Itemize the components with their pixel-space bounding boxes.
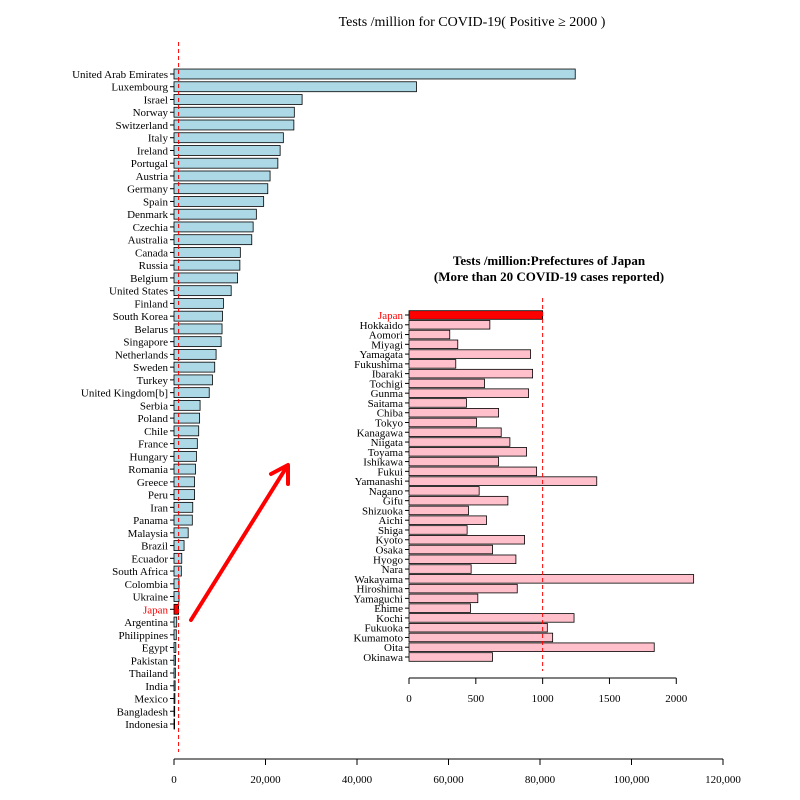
inset-label-kanagawa: Kanagawa xyxy=(356,427,403,440)
inset-bar-wakayama xyxy=(409,575,694,584)
inset-label-yamagata: Yamagata xyxy=(359,349,403,362)
inset-bar-gifu xyxy=(409,496,508,505)
main-bar-czechia xyxy=(174,222,253,232)
main-bar-thailand xyxy=(174,668,175,678)
main-label-iran: Iran xyxy=(150,502,168,515)
main-bar-united-arab-emirates xyxy=(174,69,575,79)
main-chart xyxy=(72,42,741,786)
inset-x-tick-label: 0 xyxy=(406,693,412,705)
inset-label-ibaraki: Ibaraki xyxy=(371,368,403,381)
main-label-south-korea: South Korea xyxy=(112,311,168,324)
inset-label-ishikawa: Ishikawa xyxy=(363,456,403,469)
main-bar-turkey xyxy=(174,375,212,385)
main-bar-indonesia xyxy=(174,719,175,729)
main-label-thailand: Thailand xyxy=(128,668,168,681)
main-bar-germany xyxy=(174,184,268,194)
main-label-germany: Germany xyxy=(127,183,168,196)
main-label-italy: Italy xyxy=(147,132,168,145)
main-label-malaysia: Malaysia xyxy=(127,527,168,540)
main-x-tick-label: 120,000 xyxy=(705,774,741,786)
main-bar-luxembourg xyxy=(174,82,416,92)
main-label-colombia: Colombia xyxy=(124,578,168,591)
main-bar-canada xyxy=(174,247,240,257)
inset-label-fukuoka: Fukuoka xyxy=(364,622,403,635)
inset-bar-yamanashi xyxy=(409,477,597,486)
inset-label-fukui: Fukui xyxy=(377,466,403,479)
main-label-turkey: Turkey xyxy=(136,374,168,387)
inset-x-tick-label: 2000 xyxy=(665,693,688,705)
inset-label-chiba: Chiba xyxy=(376,407,403,420)
main-label-canada: Canada xyxy=(135,247,168,260)
main-bar-israel xyxy=(174,95,302,105)
inset-label-kochi: Kochi xyxy=(376,612,403,625)
main-label-pakistan: Pakistan xyxy=(130,655,168,668)
inset-x-tick-label: 1500 xyxy=(598,693,621,705)
inset-bar-oita xyxy=(409,643,654,652)
main-x-tick-label: 40,000 xyxy=(341,774,373,786)
main-bar-ecuador xyxy=(174,553,182,563)
main-x-tick-label: 0 xyxy=(171,774,177,786)
inset-bar-hokkaido xyxy=(409,320,490,329)
main-label-spain: Spain xyxy=(142,196,168,209)
inset-bar-aichi xyxy=(409,516,487,525)
inset-x-tick-label: 1000 xyxy=(531,693,554,705)
main-label-mexico: Mexico xyxy=(134,693,168,706)
inset-bar-yamagata xyxy=(409,350,531,359)
main-label-france: France xyxy=(138,438,168,451)
inset-label-japan: Japan xyxy=(377,310,403,322)
arrow-shaft xyxy=(191,468,286,620)
main-label-south-africa: South Africa xyxy=(112,566,168,579)
main-bar-belarus xyxy=(174,324,222,334)
inset-label-yamanashi: Yamanashi xyxy=(354,476,403,489)
main-label-brazil: Brazil xyxy=(141,540,168,553)
main-bar-italy xyxy=(174,133,283,143)
inset-label-toyama: Toyama xyxy=(367,446,403,459)
main-bar-sweden xyxy=(174,362,215,372)
pointer-arrow xyxy=(191,465,288,620)
main-bar-portugal xyxy=(174,158,278,168)
main-label-panama: Panama xyxy=(133,515,168,528)
main-x-tick-label: 100,000 xyxy=(613,774,650,786)
main-label-indonesia: Indonesia xyxy=(125,719,168,731)
main-bar-poland xyxy=(174,413,200,423)
main-label-greece: Greece xyxy=(136,476,168,489)
main-label-sweden: Sweden xyxy=(133,362,168,375)
main-label-bangladesh: Bangladesh xyxy=(116,706,168,719)
inset-label-okinawa: Okinawa xyxy=(363,652,403,664)
inset-bar-shiga xyxy=(409,526,467,535)
inset-bar-nara xyxy=(409,565,471,574)
main-bar-south-africa xyxy=(174,566,181,576)
inset-label-oita: Oita xyxy=(384,642,403,655)
inset-label-shiga: Shiga xyxy=(377,524,403,537)
inset-label-fukushima: Fukushima xyxy=(354,358,403,371)
main-bar-egypt xyxy=(174,643,176,653)
main-label-ecuador: Ecuador xyxy=(131,553,168,566)
main-bar-pakistan xyxy=(174,655,176,665)
inset-bar-kochi xyxy=(409,614,574,623)
inset-bar-okinawa xyxy=(409,653,493,662)
main-x-tick-label: 20,000 xyxy=(250,774,281,786)
inset-chart xyxy=(353,298,693,705)
inset-label-saitama: Saitama xyxy=(367,397,403,410)
inset-bar-osaka xyxy=(409,545,493,554)
inset-bar-fukui xyxy=(409,467,537,476)
main-bar-singapore xyxy=(174,337,221,347)
main-bar-ireland xyxy=(174,146,280,156)
main-bar-india xyxy=(174,681,175,691)
main-bar-australia xyxy=(174,235,252,245)
main-bar-bangladesh xyxy=(174,706,175,716)
main-bar-finland xyxy=(174,298,223,308)
main-bar-norway xyxy=(174,107,294,117)
inset-label-yamaguchi: Yamaguchi xyxy=(353,593,403,606)
inset-bar-aomori xyxy=(409,330,450,339)
main-label-philippines: Philippines xyxy=(118,629,168,642)
inset-bar-kyoto xyxy=(409,535,525,544)
main-bar-united-states xyxy=(174,286,231,296)
main-bar-peru xyxy=(174,490,195,500)
inset-chart-subtitle: (More than 20 COVID-19 cases reported) xyxy=(433,269,665,284)
main-bar-philippines xyxy=(174,630,176,640)
inset-bar-hyogo xyxy=(409,555,516,564)
inset-bar-fukushima xyxy=(409,360,456,369)
main-bar-russia xyxy=(174,260,240,270)
main-bar-netherlands xyxy=(174,349,216,359)
main-bar-romania xyxy=(174,464,196,474)
inset-bar-niigata xyxy=(409,438,510,447)
main-bar-belgium xyxy=(174,273,238,283)
inset-bar-ehime xyxy=(409,604,470,613)
inset-label-tokyo: Tokyo xyxy=(375,417,403,430)
inset-bar-ibaraki xyxy=(409,369,533,378)
inset-label-aichi: Aichi xyxy=(378,515,403,528)
inset-label-hokkaido: Hokkaido xyxy=(359,319,403,332)
main-bar-hungary xyxy=(174,451,196,461)
main-bar-argentina xyxy=(174,617,177,627)
main-label-india: India xyxy=(145,680,168,693)
main-bar-panama xyxy=(174,515,192,525)
main-label-czechia: Czechia xyxy=(132,221,168,234)
main-label-hungary: Hungary xyxy=(129,451,168,464)
main-label-ukraine: Ukraine xyxy=(132,591,168,604)
inset-label-miyagi: Miyagi xyxy=(371,339,403,352)
inset-bar-kumamoto xyxy=(409,633,553,642)
inset-label-hiroshima: Hiroshima xyxy=(356,583,403,596)
main-label-argentina: Argentina xyxy=(124,617,168,630)
main-label-egypt: Egypt xyxy=(141,642,168,655)
main-bar-south-korea xyxy=(174,311,222,321)
inset-bar-chiba xyxy=(409,408,499,417)
inset-bar-yamaguchi xyxy=(409,594,478,603)
inset-label-hyogo: Hyogo xyxy=(373,554,403,567)
main-label-united-arab-emirates: United Arab Emirates xyxy=(72,69,168,81)
inset-bar-gunma xyxy=(409,389,529,398)
inset-bar-tochigi xyxy=(409,379,485,388)
main-label-poland: Poland xyxy=(137,413,168,426)
main-label-united-kingdom-b: United Kingdom[b] xyxy=(80,387,168,400)
main-label-russia: Russia xyxy=(138,260,168,273)
main-bar-france xyxy=(174,439,197,449)
main-label-australia: Australia xyxy=(127,234,168,247)
main-bar-japan xyxy=(174,604,179,614)
inset-label-gifu: Gifu xyxy=(382,495,403,508)
main-bar-iran xyxy=(174,502,193,512)
main-bar-serbia xyxy=(174,400,200,410)
inset-label-kumamoto: Kumamoto xyxy=(353,632,403,645)
main-bar-spain xyxy=(174,196,264,206)
main-bar-mexico xyxy=(174,694,175,704)
inset-bar-saitama xyxy=(409,399,466,408)
main-label-finland: Finland xyxy=(134,298,168,311)
main-x-tick-label: 60,000 xyxy=(433,774,464,786)
main-x-tick-label: 80,000 xyxy=(524,774,556,786)
main-label-switzerland: Switzerland xyxy=(115,119,168,132)
main-bar-chile xyxy=(174,426,199,436)
inset-label-tochigi: Tochigi xyxy=(369,378,403,391)
main-label-belarus: Belarus xyxy=(134,323,168,336)
main-label-japan: Japan xyxy=(142,604,168,617)
inset-x-tick-label: 500 xyxy=(467,693,485,705)
inset-bar-nagano xyxy=(409,487,479,496)
main-label-ireland: Ireland xyxy=(136,145,168,158)
inset-label-wakayama: Wakayama xyxy=(354,573,403,586)
inset-label-shizuoka: Shizuoka xyxy=(362,505,403,518)
main-label-singapore: Singapore xyxy=(123,336,168,349)
inset-bar-ishikawa xyxy=(409,457,499,466)
main-label-luxembourg: Luxembourg xyxy=(111,81,168,94)
main-label-denmark: Denmark xyxy=(127,209,168,222)
main-bar-austria xyxy=(174,171,270,181)
inset-bar-miyagi xyxy=(409,340,458,349)
inset-bar-shizuoka xyxy=(409,506,468,515)
main-bar-switzerland xyxy=(174,120,294,130)
main-bar-malaysia xyxy=(174,528,188,538)
inset-bar-toyama xyxy=(409,448,527,457)
inset-label-kyoto: Kyoto xyxy=(375,534,403,547)
inset-bar-japan xyxy=(409,311,543,320)
main-bar-united-kingdom-b xyxy=(174,388,209,398)
inset-bar-hiroshima xyxy=(409,584,517,593)
main-label-israel: Israel xyxy=(143,94,168,107)
inset-label-ehime: Ehime xyxy=(374,603,403,616)
main-label-belgium: Belgium xyxy=(130,272,168,285)
inset-label-osaka: Osaka xyxy=(375,544,403,557)
inset-label-gunma: Gunma xyxy=(370,388,403,401)
main-bar-greece xyxy=(174,477,195,487)
main-label-serbia: Serbia xyxy=(139,400,168,413)
main-chart-title: Tests /million for COVID-19( Positive ≥ 2000 ) xyxy=(338,15,606,30)
inset-label-aomori: Aomori xyxy=(368,329,403,342)
inset-bar-kanagawa xyxy=(409,428,501,437)
inset-label-nara: Nara xyxy=(381,564,403,577)
main-label-chile: Chile xyxy=(144,425,168,438)
inset-bar-fukuoka xyxy=(409,623,547,632)
inset-bar-tokyo xyxy=(409,418,476,427)
inset-label-nagano: Nagano xyxy=(368,485,403,498)
main-label-norway: Norway xyxy=(132,107,168,120)
main-bar-denmark xyxy=(174,209,256,219)
main-label-netherlands: Netherlands xyxy=(114,349,168,362)
main-label-romania: Romania xyxy=(128,464,168,477)
inset-label-niigata: Niigata xyxy=(370,437,403,450)
main-label-united-states: United States xyxy=(109,285,168,298)
inset-chart-title: Tests /million:Prefectures of Japan xyxy=(452,253,646,268)
main-label-austria: Austria xyxy=(135,170,168,183)
main-label-portugal: Portugal xyxy=(130,158,168,171)
main-label-peru: Peru xyxy=(147,489,168,502)
